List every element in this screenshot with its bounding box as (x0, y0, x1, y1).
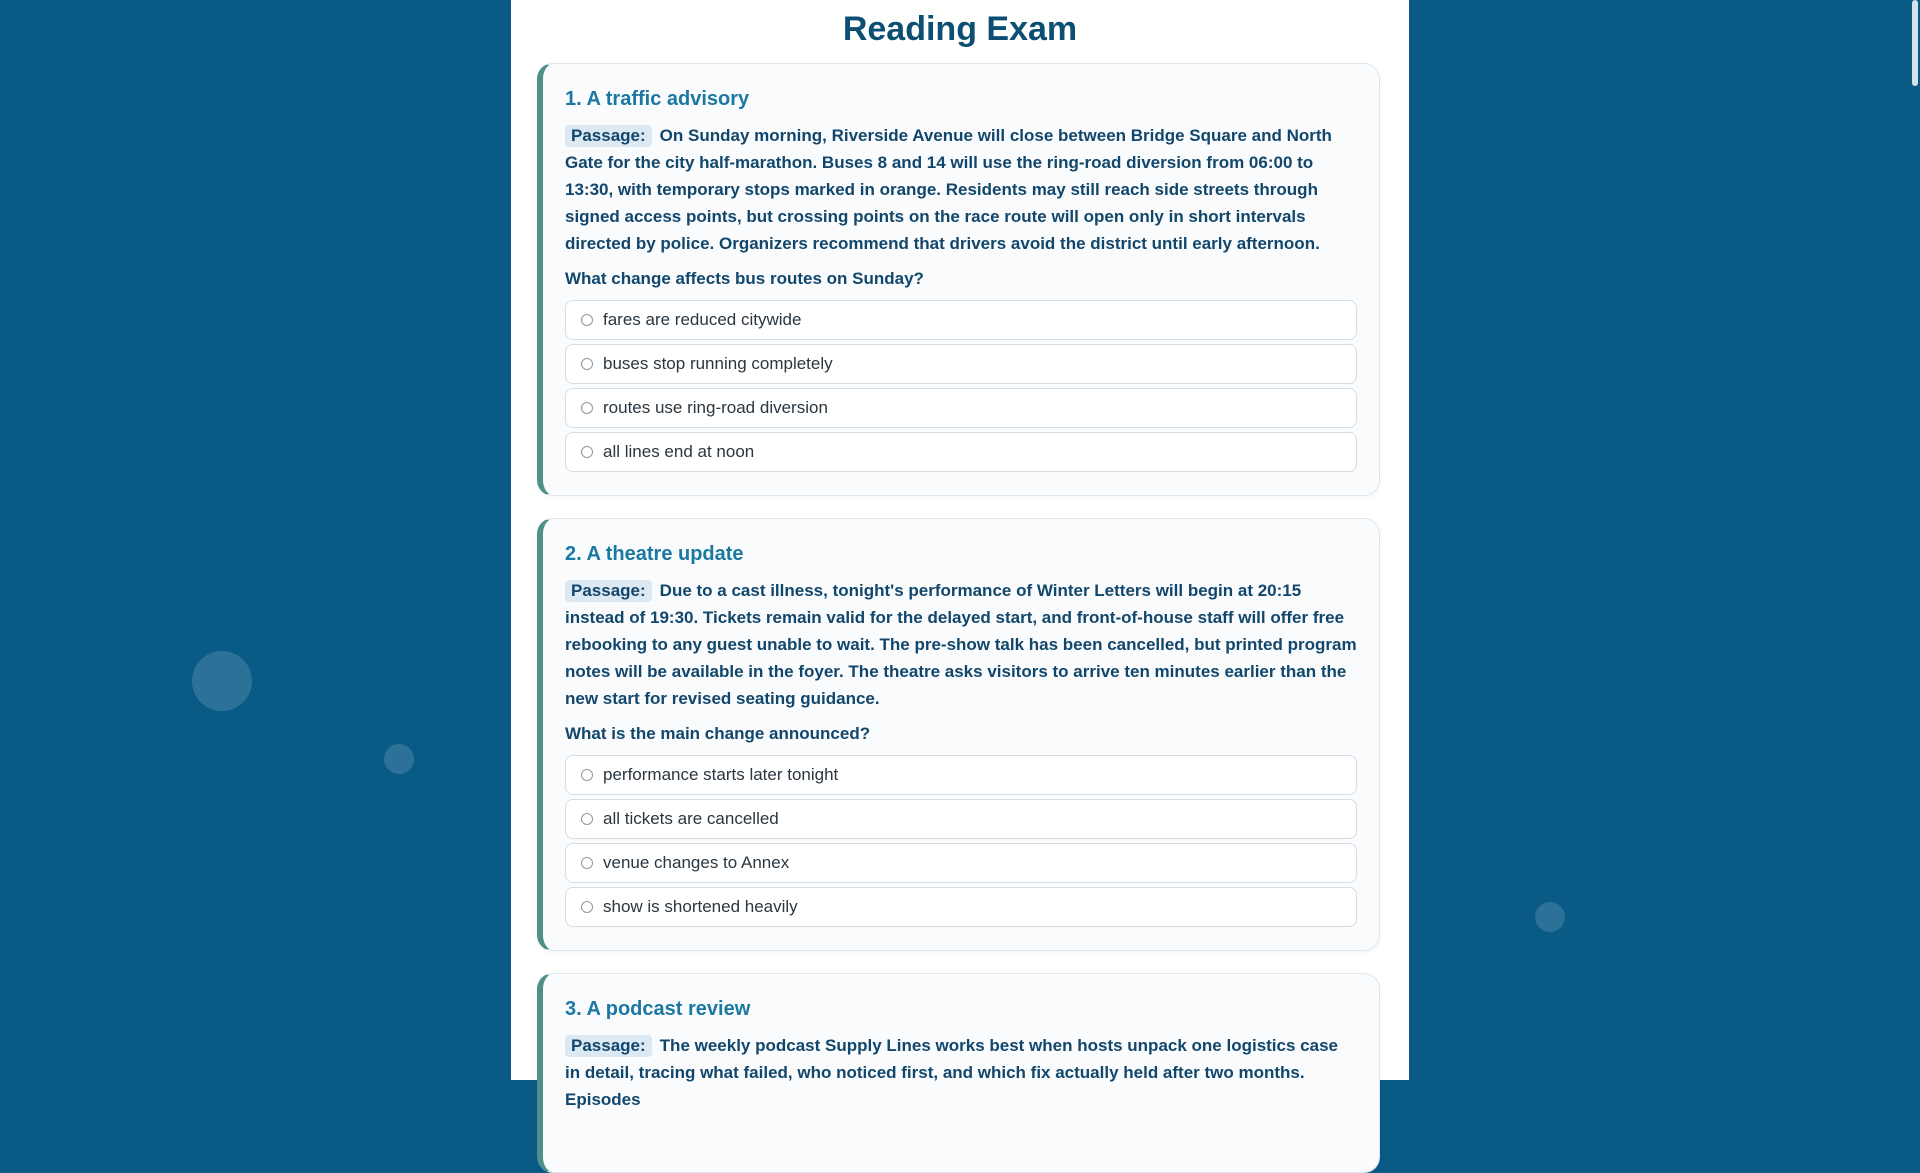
option-label: routes use ring-road diversion (603, 398, 828, 417)
question-card (537, 518, 1380, 951)
passage-label: Passage: (565, 580, 652, 602)
answer-option[interactable] (565, 843, 1357, 883)
option-label: venue changes to Annex (603, 853, 790, 872)
passage (565, 1032, 1357, 1113)
question-card (537, 63, 1380, 496)
question-title: 3. A podcast review (565, 998, 751, 1020)
page-title: Reading Exam (842, 10, 1078, 48)
option-label: fares are reduced citywide (603, 310, 802, 329)
passage-label: Passage: (565, 125, 652, 147)
radio-button[interactable] (581, 314, 593, 326)
answer-option[interactable] (565, 388, 1357, 428)
passage (565, 577, 1357, 712)
option-label: all lines end at noon (603, 442, 755, 461)
question-prompt: What is the main change announced? (565, 724, 871, 743)
passage (565, 122, 1357, 257)
radio-button[interactable] (581, 813, 593, 825)
passage-text: Due to a cast illness, tonight's performance of Winter Letters will begin at 20:15 instead of 19:30. Tickets remain valid for the delayed start, and front-of-house staff will offer free rebooking to any guest unable to wait. The pre-show talk has been cancelled, but printed program notes will be available in the foyer. The theatre asks visitors to arrive ten minutes earlier than the new start for revised seating guidance. (565, 581, 1357, 708)
passage-label: Passage: (565, 1035, 652, 1057)
option-label: all tickets are cancelled (603, 809, 779, 828)
question-prompt: What change affects bus routes on Sunday? (565, 269, 924, 288)
question-title: 1. A traffic advisory (565, 88, 750, 110)
answer-option[interactable] (565, 300, 1357, 340)
option-label: show is shortened heavily (603, 897, 798, 916)
scrollbar-thumb[interactable] (1912, 0, 1918, 86)
option-label: buses stop running completely (603, 354, 833, 373)
radio-button[interactable] (581, 402, 593, 414)
radio-button[interactable] (581, 446, 593, 458)
radio-button[interactable] (581, 901, 593, 913)
passage-text: On Sunday morning, Riverside Avenue will close between Bridge Square and North Gate for the city half-marathon. Buses 8 and 14 will use the ring-road diversion from 06:00 to 13:30, with temporary stops marked in orange. Residents may still reach side streets through signed access points, but crossing points on the race route will open only in short intervals directed by police. Organizers recommend that drivers avoid the district until early afternoon. (565, 126, 1332, 253)
background-circle-small (1535, 902, 1565, 932)
passage-text: The weekly podcast Supply Lines works best when hosts unpack one logistics case in detail, tracing what failed, who noticed first, and which fix actually held after two months. Episodes (565, 1036, 1338, 1109)
option-label: performance starts later tonight (603, 765, 839, 784)
answer-option[interactable] (565, 799, 1357, 839)
scrollbar[interactable] (1910, 0, 1920, 1080)
radio-button[interactable] (581, 857, 593, 869)
exam-page (511, 0, 1409, 1109)
answer-option[interactable] (565, 887, 1357, 927)
answer-option[interactable] (565, 344, 1357, 384)
background-circle-small (384, 744, 414, 774)
background-circle-large (192, 651, 252, 711)
radio-button[interactable] (581, 358, 593, 370)
answer-option[interactable] (565, 432, 1357, 472)
question-card (537, 973, 1380, 1173)
question-title: 2. A theatre update (565, 543, 744, 565)
answer-option[interactable] (565, 755, 1357, 795)
radio-button[interactable] (581, 769, 593, 781)
